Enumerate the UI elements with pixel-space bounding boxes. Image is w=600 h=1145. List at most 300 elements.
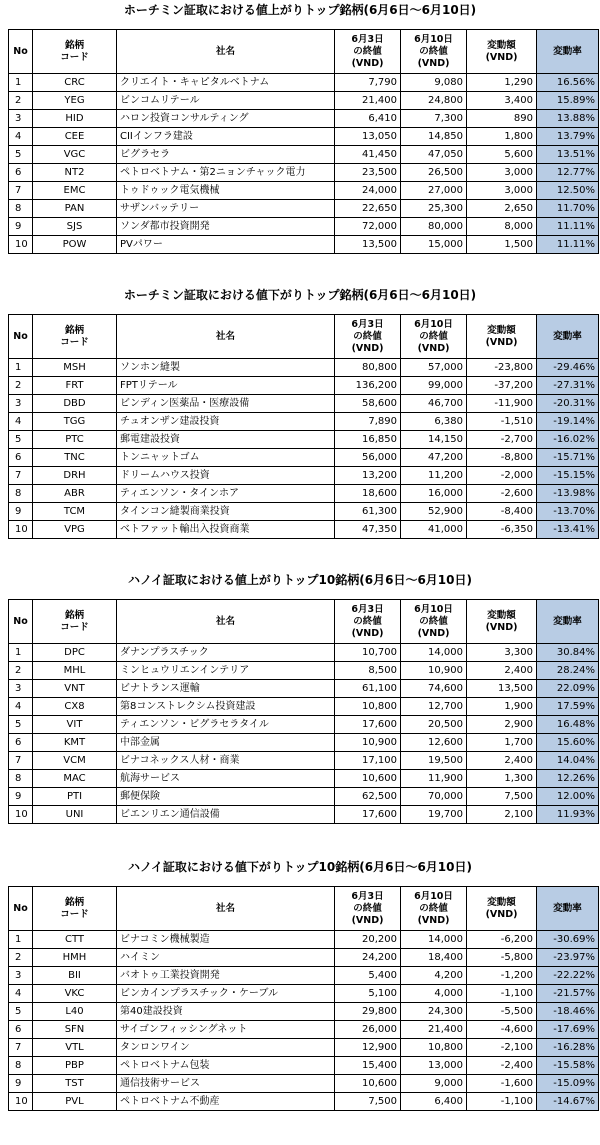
close-jun10: 11,200 <box>401 467 467 485</box>
close-jun3: 10,900 <box>335 734 401 752</box>
price-change: 2,100 <box>467 806 537 824</box>
header-code: 銘柄 コード <box>33 315 117 359</box>
row-number: 2 <box>9 949 33 967</box>
close-jun10: 20,500 <box>401 716 467 734</box>
close-jun10: 10,900 <box>401 662 467 680</box>
price-change: 3,400 <box>467 92 537 110</box>
change-rate: -15.09% <box>537 1075 599 1093</box>
table-row <box>9 146 599 164</box>
table-row <box>9 359 599 377</box>
close-jun3: 10,800 <box>335 698 401 716</box>
row-number: 4 <box>9 128 33 146</box>
close-jun3: 16,850 <box>335 431 401 449</box>
company-name: タインコン縫製商業投資 <box>117 503 335 521</box>
close-jun3: 61,100 <box>335 680 401 698</box>
close-jun10: 10,800 <box>401 1039 467 1057</box>
table-row <box>9 503 599 521</box>
row-number: 4 <box>9 698 33 716</box>
close-jun10: 41,000 <box>401 521 467 539</box>
row-number: 3 <box>9 967 33 985</box>
table-row <box>9 236 599 254</box>
close-jun3: 41,450 <box>335 146 401 164</box>
row-number: 6 <box>9 734 33 752</box>
hcm-losers-table <box>8 314 599 539</box>
change-rate: -22.22% <box>537 967 599 985</box>
close-jun3: 17,600 <box>335 716 401 734</box>
close-jun10: 4,000 <box>401 985 467 1003</box>
row-number: 1 <box>9 359 33 377</box>
stock-code: YEG <box>33 92 117 110</box>
header-change: 変動額 (VND) <box>467 315 537 359</box>
row-number: 10 <box>9 521 33 539</box>
row-number: 8 <box>9 1057 33 1075</box>
company-name: ビンカインプラスチック・ケーブル <box>117 985 335 1003</box>
stock-code: PAN <box>33 200 117 218</box>
close-jun3: 136,200 <box>335 377 401 395</box>
close-jun3: 56,000 <box>335 449 401 467</box>
stock-code: TCM <box>33 503 117 521</box>
change-rate: 14.04% <box>537 752 599 770</box>
row-number: 8 <box>9 485 33 503</box>
company-name: 第40建設投資 <box>117 1003 335 1021</box>
hcm-gainers-table <box>8 29 599 254</box>
close-jun3: 7,890 <box>335 413 401 431</box>
price-change: 2,650 <box>467 200 537 218</box>
header-name: 社名 <box>117 600 335 644</box>
table-row <box>9 431 599 449</box>
price-change: -1,600 <box>467 1075 537 1093</box>
price-change: 3,000 <box>467 164 537 182</box>
header-name: 社名 <box>117 30 335 74</box>
table-row <box>9 1003 599 1021</box>
header-name: 社名 <box>117 315 335 359</box>
close-jun10: 21,400 <box>401 1021 467 1039</box>
company-name: FPTリテール <box>117 377 335 395</box>
close-jun10: 47,050 <box>401 146 467 164</box>
change-rate: -16.28% <box>537 1039 599 1057</box>
change-rate: -21.57% <box>537 985 599 1003</box>
close-jun3: 10,600 <box>335 1075 401 1093</box>
close-jun10: 24,800 <box>401 92 467 110</box>
close-jun10: 18,400 <box>401 949 467 967</box>
company-name: ビエンリエン通信設備 <box>117 806 335 824</box>
stock-code: EMC <box>33 182 117 200</box>
table-row <box>9 521 599 539</box>
price-change: -2,400 <box>467 1057 537 1075</box>
header-row <box>9 600 599 644</box>
table-row <box>9 182 599 200</box>
stock-code: DPC <box>33 644 117 662</box>
price-change: 13,500 <box>467 680 537 698</box>
row-number: 5 <box>9 146 33 164</box>
close-jun3: 80,800 <box>335 359 401 377</box>
price-change: -37,200 <box>467 377 537 395</box>
stock-code: TGG <box>33 413 117 431</box>
table-row <box>9 164 599 182</box>
close-jun3: 15,400 <box>335 1057 401 1075</box>
row-number: 10 <box>9 1093 33 1111</box>
close-jun10: 57,000 <box>401 359 467 377</box>
stock-code: CX8 <box>33 698 117 716</box>
company-name: ティエンソン・ビグラセラタイル <box>117 716 335 734</box>
header-row <box>9 30 599 74</box>
row-number: 6 <box>9 164 33 182</box>
price-change: -1,510 <box>467 413 537 431</box>
row-number: 6 <box>9 1021 33 1039</box>
header-change: 変動額 (VND) <box>467 30 537 74</box>
table-row <box>9 644 599 662</box>
price-change: 1,500 <box>467 236 537 254</box>
stock-code: PBP <box>33 1057 117 1075</box>
stock-code: NT2 <box>33 164 117 182</box>
close-jun10: 99,000 <box>401 377 467 395</box>
price-change: 5,600 <box>467 146 537 164</box>
table-row <box>9 449 599 467</box>
close-jun10: 11,900 <box>401 770 467 788</box>
hcm-gainers-section <box>0 2 600 250</box>
row-number: 2 <box>9 662 33 680</box>
change-rate: 17.59% <box>537 698 599 716</box>
company-name: チュオンザン建設投資 <box>117 413 335 431</box>
close-jun3: 12,900 <box>335 1039 401 1057</box>
company-name: タンロンワイン <box>117 1039 335 1057</box>
header-close-jun3: 6月3日 の終値 (VND) <box>335 30 401 74</box>
price-change: -2,100 <box>467 1039 537 1057</box>
header-no: No <box>9 315 33 359</box>
close-jun10: 70,000 <box>401 788 467 806</box>
price-change: 1,800 <box>467 128 537 146</box>
table-row <box>9 1057 599 1075</box>
price-change: -1,200 <box>467 967 537 985</box>
close-jun10: 14,000 <box>401 644 467 662</box>
stock-code: DRH <box>33 467 117 485</box>
close-jun10: 19,500 <box>401 752 467 770</box>
row-number: 10 <box>9 806 33 824</box>
change-rate: -23.97% <box>537 949 599 967</box>
close-jun10: 6,400 <box>401 1093 467 1111</box>
header-close-jun10: 6月10日 の終値 (VND) <box>401 887 467 931</box>
stock-code: MHL <box>33 662 117 680</box>
header-no: No <box>9 887 33 931</box>
table-row <box>9 413 599 431</box>
row-number: 6 <box>9 449 33 467</box>
close-jun10: 12,700 <box>401 698 467 716</box>
company-name: 郵電建設投資 <box>117 431 335 449</box>
change-rate: 11.93% <box>537 806 599 824</box>
close-jun3: 7,790 <box>335 74 401 92</box>
header-no: No <box>9 600 33 644</box>
row-number: 9 <box>9 788 33 806</box>
header-close-jun10: 6月10日 の終値 (VND) <box>401 315 467 359</box>
table-row <box>9 218 599 236</box>
header-name: 社名 <box>117 887 335 931</box>
header-close-jun3: 6月3日 の終値 (VND) <box>335 887 401 931</box>
price-change: 3,300 <box>467 644 537 662</box>
row-number: 7 <box>9 467 33 485</box>
change-rate: -18.46% <box>537 1003 599 1021</box>
close-jun3: 62,500 <box>335 788 401 806</box>
stock-code: KMT <box>33 734 117 752</box>
row-number: 8 <box>9 770 33 788</box>
change-rate: -27.31% <box>537 377 599 395</box>
change-rate: -13.70% <box>537 503 599 521</box>
price-change: -1,100 <box>467 985 537 1003</box>
close-jun10: 52,900 <box>401 503 467 521</box>
change-rate: -19.14% <box>537 413 599 431</box>
stock-code: MSH <box>33 359 117 377</box>
price-change: -5,500 <box>467 1003 537 1021</box>
table-row <box>9 716 599 734</box>
stock-code: VGC <box>33 146 117 164</box>
company-name: ビナトランス運輸 <box>117 680 335 698</box>
company-name: バオトゥ工業投資開発 <box>117 967 335 985</box>
table-row <box>9 128 599 146</box>
table-row <box>9 985 599 1003</box>
stock-code: VNT <box>33 680 117 698</box>
change-rate: 16.56% <box>537 74 599 92</box>
price-change: -6,200 <box>467 931 537 949</box>
change-rate: 22.09% <box>537 680 599 698</box>
stock-code: HID <box>33 110 117 128</box>
change-rate: -17.69% <box>537 1021 599 1039</box>
close-jun10: 9,000 <box>401 1075 467 1093</box>
close-jun10: 13,000 <box>401 1057 467 1075</box>
change-rate: -15.58% <box>537 1057 599 1075</box>
change-rate: 28.24% <box>537 662 599 680</box>
change-rate: -13.41% <box>537 521 599 539</box>
close-jun10: 14,850 <box>401 128 467 146</box>
close-jun10: 14,150 <box>401 431 467 449</box>
change-rate: 13.88% <box>537 110 599 128</box>
row-number: 5 <box>9 1003 33 1021</box>
close-jun10: 25,300 <box>401 200 467 218</box>
header-close-jun3: 6月3日 の終値 (VND) <box>335 600 401 644</box>
stock-code: VPG <box>33 521 117 539</box>
price-change: 2,900 <box>467 716 537 734</box>
company-name: ミンヒュウリエンインテリア <box>117 662 335 680</box>
company-name: トゥドゥック電気機械 <box>117 182 335 200</box>
table-row <box>9 734 599 752</box>
row-number: 5 <box>9 716 33 734</box>
hn-losers-table <box>8 886 599 1111</box>
close-jun3: 5,100 <box>335 985 401 1003</box>
table-row <box>9 485 599 503</box>
table-row <box>9 110 599 128</box>
price-change: 1,290 <box>467 74 537 92</box>
change-rate: 16.48% <box>537 716 599 734</box>
stock-code: FRT <box>33 377 117 395</box>
close-jun10: 7,300 <box>401 110 467 128</box>
change-rate: 12.50% <box>537 182 599 200</box>
company-name: 郵便保険 <box>117 788 335 806</box>
price-change: 2,400 <box>467 662 537 680</box>
close-jun10: 80,000 <box>401 218 467 236</box>
table-title: ホーチミン証取における値上がりトップ銘柄(6月6日～6月10日) <box>123 3 477 17</box>
stock-code: VCM <box>33 752 117 770</box>
price-change: -23,800 <box>467 359 537 377</box>
row-number: 3 <box>9 110 33 128</box>
change-rate: 15.89% <box>537 92 599 110</box>
price-change: -2,000 <box>467 467 537 485</box>
company-name: ビグラセラ <box>117 146 335 164</box>
table-row <box>9 92 599 110</box>
stock-code: MAC <box>33 770 117 788</box>
close-jun10: 26,500 <box>401 164 467 182</box>
stock-code: UNI <box>33 806 117 824</box>
close-jun3: 22,650 <box>335 200 401 218</box>
header-close-jun10: 6月10日 の終値 (VND) <box>401 600 467 644</box>
close-jun10: 14,000 <box>401 931 467 949</box>
close-jun10: 6,380 <box>401 413 467 431</box>
table-row <box>9 698 599 716</box>
stock-code: PVL <box>33 1093 117 1111</box>
table-row <box>9 1021 599 1039</box>
change-rate: 12.00% <box>537 788 599 806</box>
header-rate: 変動率 <box>537 30 599 74</box>
close-jun3: 17,600 <box>335 806 401 824</box>
header-rate: 変動率 <box>537 887 599 931</box>
close-jun3: 61,300 <box>335 503 401 521</box>
table-row <box>9 949 599 967</box>
table-row <box>9 395 599 413</box>
hcm-losers-section <box>0 287 600 535</box>
price-change: 2,400 <box>467 752 537 770</box>
table-row <box>9 1093 599 1111</box>
row-number: 2 <box>9 92 33 110</box>
company-name: クリエイト・キャピタルベトナム <box>117 74 335 92</box>
close-jun3: 72,000 <box>335 218 401 236</box>
close-jun10: 16,000 <box>401 485 467 503</box>
close-jun10: 74,600 <box>401 680 467 698</box>
change-rate: -20.31% <box>537 395 599 413</box>
close-jun3: 21,400 <box>335 92 401 110</box>
change-rate: 11.11% <box>537 236 599 254</box>
price-change: -5,800 <box>467 949 537 967</box>
company-name: ハイミン <box>117 949 335 967</box>
row-number: 2 <box>9 377 33 395</box>
price-change: 3,000 <box>467 182 537 200</box>
row-number: 10 <box>9 236 33 254</box>
header-close-jun10: 6月10日 の終値 (VND) <box>401 30 467 74</box>
company-name: ハロン投資コンサルティング <box>117 110 335 128</box>
company-name: ベトファット輸出入投資商業 <box>117 521 335 539</box>
table-row <box>9 74 599 92</box>
stock-code: VIT <box>33 716 117 734</box>
row-number: 9 <box>9 503 33 521</box>
stock-code: TNC <box>33 449 117 467</box>
close-jun3: 24,200 <box>335 949 401 967</box>
close-jun10: 24,300 <box>401 1003 467 1021</box>
close-jun3: 6,410 <box>335 110 401 128</box>
close-jun3: 24,000 <box>335 182 401 200</box>
table-row <box>9 931 599 949</box>
hn-gainers-section <box>0 572 600 820</box>
company-name: ペトロベトナム・第2ニョンチャック電力 <box>117 164 335 182</box>
company-name: ソンダ都市投資開発 <box>117 218 335 236</box>
close-jun10: 12,600 <box>401 734 467 752</box>
change-rate: 11.70% <box>537 200 599 218</box>
stock-code: VTL <box>33 1039 117 1057</box>
stock-code: TST <box>33 1075 117 1093</box>
close-jun3: 8,500 <box>335 662 401 680</box>
company-name: ビナコネックス人材・商業 <box>117 752 335 770</box>
row-number: 7 <box>9 182 33 200</box>
company-name: ドリームハウス投資 <box>117 467 335 485</box>
close-jun3: 29,800 <box>335 1003 401 1021</box>
stock-code: BII <box>33 967 117 985</box>
table-row <box>9 377 599 395</box>
close-jun3: 5,400 <box>335 967 401 985</box>
company-name: トンニャットゴム <box>117 449 335 467</box>
price-change: -2,700 <box>467 431 537 449</box>
stock-code: HMH <box>33 949 117 967</box>
price-change: -11,900 <box>467 395 537 413</box>
row-number: 1 <box>9 644 33 662</box>
header-code: 銘柄 コード <box>33 600 117 644</box>
row-number: 9 <box>9 218 33 236</box>
table-row <box>9 770 599 788</box>
company-name: 航海サービス <box>117 770 335 788</box>
close-jun10: 19,700 <box>401 806 467 824</box>
close-jun3: 47,350 <box>335 521 401 539</box>
change-rate: -30.69% <box>537 931 599 949</box>
row-number: 9 <box>9 1075 33 1093</box>
price-change: 1,300 <box>467 770 537 788</box>
stock-code: SFN <box>33 1021 117 1039</box>
change-rate: -16.02% <box>537 431 599 449</box>
close-jun3: 10,600 <box>335 770 401 788</box>
close-jun3: 26,000 <box>335 1021 401 1039</box>
table-row <box>9 200 599 218</box>
table-title: ホーチミン証取における値下がりトップ銘柄(6月6日～6月10日) <box>123 288 477 302</box>
row-number: 1 <box>9 931 33 949</box>
stock-code: L40 <box>33 1003 117 1021</box>
company-name: 中部金属 <box>117 734 335 752</box>
close-jun10: 9,080 <box>401 74 467 92</box>
header-change: 変動額 (VND) <box>467 600 537 644</box>
header-code: 銘柄 コード <box>33 887 117 931</box>
price-change: 1,700 <box>467 734 537 752</box>
company-name: ビナコミン機械製造 <box>117 931 335 949</box>
close-jun3: 7,500 <box>335 1093 401 1111</box>
change-rate: -14.67% <box>537 1093 599 1111</box>
header-code: 銘柄 コード <box>33 30 117 74</box>
company-name: 通信技術サービス <box>117 1075 335 1093</box>
close-jun3: 58,600 <box>335 395 401 413</box>
close-jun10: 4,200 <box>401 967 467 985</box>
row-number: 3 <box>9 395 33 413</box>
price-change: 7,500 <box>467 788 537 806</box>
close-jun3: 23,500 <box>335 164 401 182</box>
close-jun3: 18,600 <box>335 485 401 503</box>
close-jun3: 20,200 <box>335 931 401 949</box>
company-name: サザンバッテリー <box>117 200 335 218</box>
hn-losers-section <box>0 859 600 1107</box>
company-name: PVパワー <box>117 236 335 254</box>
price-change: 890 <box>467 110 537 128</box>
price-change: -1,100 <box>467 1093 537 1111</box>
change-rate: -29.46% <box>537 359 599 377</box>
stock-code: CRC <box>33 74 117 92</box>
stock-code: PTC <box>33 431 117 449</box>
table-row <box>9 1039 599 1057</box>
stock-code: ABR <box>33 485 117 503</box>
table-row <box>9 806 599 824</box>
hn-gainers-table <box>8 599 599 824</box>
table-row <box>9 662 599 680</box>
close-jun10: 46,700 <box>401 395 467 413</box>
table-title: ハノイ証取における値上がりトップ10銘柄(6月6日～6月10日) <box>128 573 472 587</box>
